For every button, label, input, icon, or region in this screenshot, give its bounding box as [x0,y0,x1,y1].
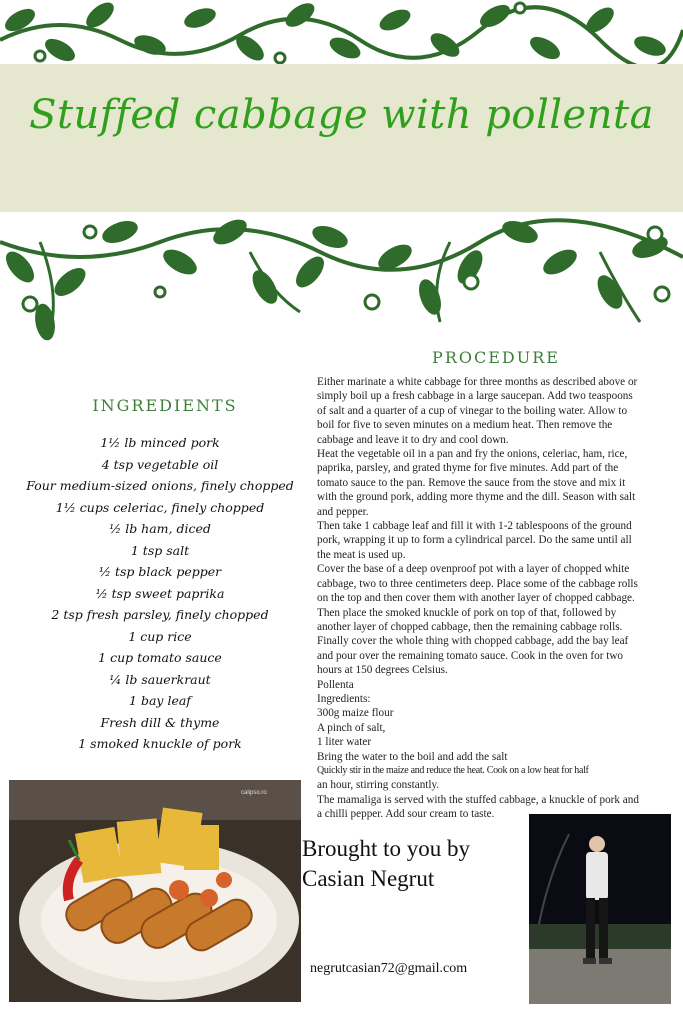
ingredients-list [20,432,300,755]
procedure-line: A pinch of salt, [317,721,386,734]
procedure-line: the meat is used up. [317,548,406,561]
ingredient-item: ½ tsp black pepper [98,564,222,579]
ingredient-item: Four medium-sized onions, finely chopped [26,478,294,493]
title-band [0,64,683,212]
procedure-line: Cover the base of a deep ovenproof pot with a layer of chopped white [317,563,630,576]
ingredient-item: 4 tsp vegetable oil [101,456,219,472]
photo-watermark: calipso.ro [241,790,267,796]
procedure-line: cabbage, two to three centimeters deep. Place some of the cabbage rolls [317,577,638,590]
procedure-line: Bring the water to the boil and add the salt [317,750,508,763]
ingredient-item: 1 cup rice [128,628,192,644]
procedure-line: hours at 150 degrees Celsius. [317,664,448,677]
procedure-line: Heat the vegetable oil in a pan and fry the onions, celeriac, ham, rice, [317,448,628,461]
ingredient-item: 1 smoked knuckle of pork [78,736,242,751]
ingredient-item: 2 tsp fresh parsley, finely chopped [51,607,269,622]
procedure-line: and pour over the remaining tomato sauce. Cook in the oven for two [317,649,624,662]
procedure-line: cabbage and leave it to dry and cool down. [317,433,509,446]
food-photo [9,780,301,1002]
procedure-line: an hour, stirring constantly. [317,779,440,792]
credit [302,834,532,894]
ingredient-item: Fresh dill & thyme [100,714,220,730]
ingredient-item: 1 tsp salt [130,542,190,558]
procedure-line: another layer of chopped cabbage, then the remaining cabbage rolls. [317,620,623,633]
ingredient-item: 1½ lb minced pork [100,435,220,450]
procedure-line: Ingredients: [317,692,371,705]
procedure-line: Quickly stir in the maize and reduce the heat. Cook on a low heat for half [317,764,589,776]
procedure-line: a chilli pepper. Add sour cream to taste. [317,808,495,821]
procedure-line: and pepper. [317,505,369,518]
ingredient-item: 1½ cups celeriac, finely chopped [55,499,265,515]
leaf-pattern-middle [0,212,683,352]
procedure-line: 300g maize flour [317,707,394,720]
procedure-line: on the top and then cover them with another layer of chopped cabbage. [317,592,635,605]
procedure-text [317,375,673,822]
procedure-line: tomato sauce to the pan. Remove the sauce from the stove and mix it [317,476,626,489]
procedure-line: 1 liter water [317,736,372,749]
ingredient-item: 1 cup tomato sauce [98,650,222,665]
ingredient-item: ¼ lb sauerkraut [109,671,211,687]
procedure-line: paprika, parsley, and grated thyme for five minutes. Add part of the [317,462,619,475]
procedure-line: Then place the smoked knuckle of pork on top of that, followed by [317,606,617,619]
ingredient-item: 1 bay leaf [129,693,191,708]
procedure-line: Pollenta [317,678,354,691]
procedure-line: boil for five to seven minutes on a medium heat. Then remove the [317,419,613,432]
author-name: Casian Negrut [302,866,435,891]
procedure-line: pork, wrapping it up to form a cylindrical parcel. Do the same until all [317,534,632,547]
contact-email: negrutcasian72@gmail.com [310,961,468,976]
credit-line: Brought to you by [302,836,471,861]
ingredient-item: ½ lb ham, diced [109,521,211,536]
procedure-line: Either marinate a white cabbage for three months as described above or [317,376,638,388]
procedure-heading: PROCEDURE [432,348,560,367]
procedure-line: Finally cover the whole thing with chopped cabbage, add the bay leaf [317,635,629,648]
procedure-line: of salt and a quarter of a cup of vinegar to the boiling water. Allow to [317,404,628,417]
procedure-line: Then take 1 cabbage leaf and fill it with 1-2 tablespoons of the ground [317,520,632,533]
procedure-line: The mamaliga is served with the stuffed cabbage, a knuckle of pork and [317,793,639,806]
ingredients-heading: INGREDIENTS [92,396,238,415]
ingredient-item: ½ tsp sweet paprika [95,585,225,601]
recipe-title: Stuffed cabbage with pollenta [29,92,654,138]
procedure-line: simply boil up a fresh cabbage in a large saucepan. Add two teaspoons [317,390,633,403]
procedure-line: with the ground pork, adding more thyme and the dill. Season with salt [317,491,636,504]
leaf-pattern-top [0,0,683,64]
author-photo [529,814,671,1004]
